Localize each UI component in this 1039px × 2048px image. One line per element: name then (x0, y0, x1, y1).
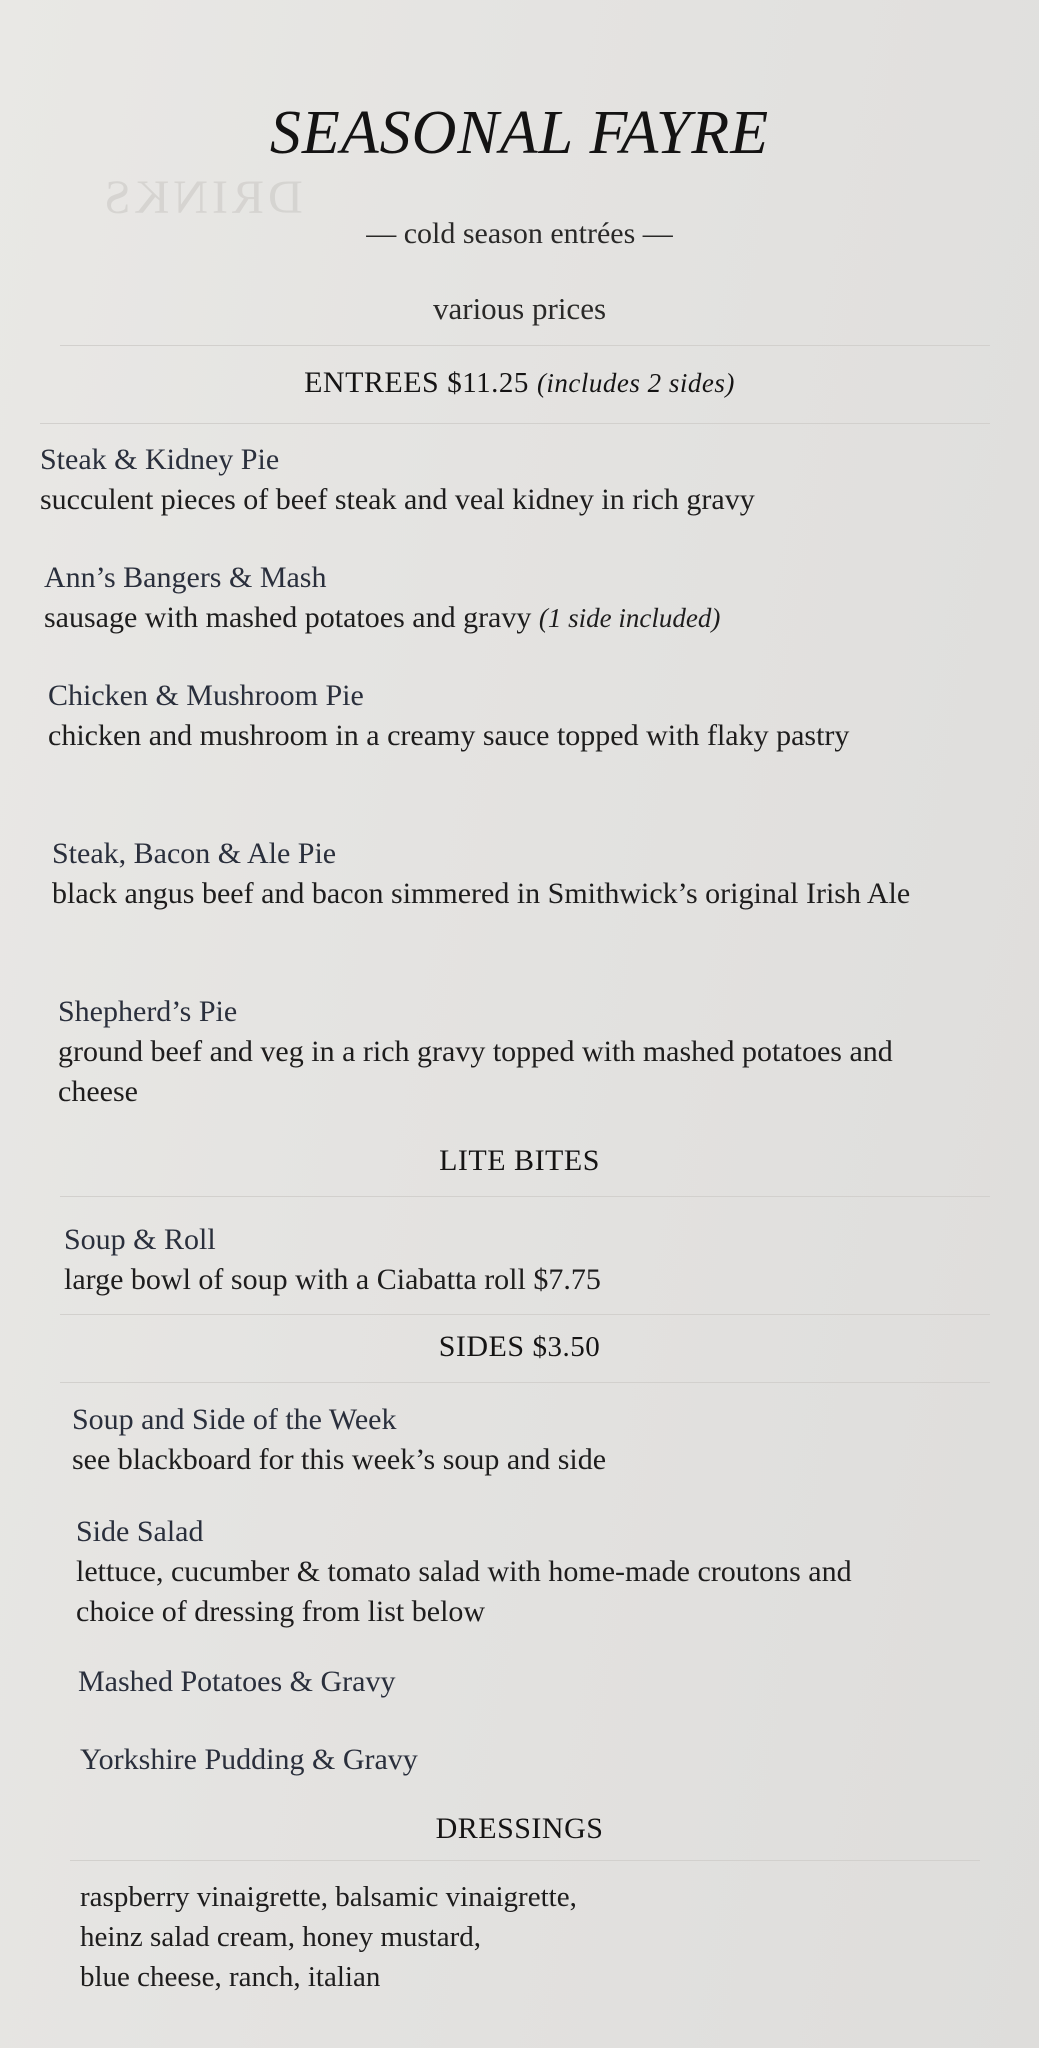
section-heading-sides (0, 1330, 1039, 1364)
divider (60, 1314, 990, 1315)
menu-item (78, 1662, 878, 1702)
item-name: Shepherd’s Pie (58, 995, 238, 1028)
menu-title: SEASONAL FAYRE (269, 99, 770, 167)
show-through-text-decoration: DRINKS (100, 171, 303, 224)
item-description: black angus beef and bacon simmered in Smithwick’s original Irish Ale (52, 877, 911, 910)
menu-item (44, 558, 994, 638)
item-name: Soup & Roll (64, 1223, 216, 1256)
section-label: SIDES (438, 1330, 525, 1363)
divider (60, 345, 990, 346)
menu-item (72, 1400, 972, 1480)
item-price: $7.75 (533, 1263, 601, 1296)
item-description: see blackboard for this week’s soup and side (72, 1443, 607, 1476)
section-note: (includes 2 sides) (536, 368, 735, 398)
item-note: (1 side included) (538, 603, 721, 633)
dressings-line: raspberry vinaigrette, balsamic vinaigrette, (80, 1881, 577, 1913)
item-name: Mashed Potatoes & Gravy (78, 1665, 396, 1698)
section-heading-lite-bites (0, 1144, 1039, 1178)
section-label: ENTREES (304, 366, 440, 399)
item-name: Soup and Side of the Week (72, 1403, 397, 1436)
item-description (64, 1260, 984, 1300)
menu-item (76, 1512, 876, 1632)
item-description: ground beef and veg in a rich gravy topped with mashed potatoes and cheese (58, 1035, 893, 1108)
dressings-list (80, 1877, 780, 1997)
item-description: chicken and mushroom in a creamy sauce topped with flaky pastry (48, 719, 850, 752)
prices-note: various prices (432, 291, 607, 326)
divider (40, 423, 990, 424)
menu-item (40, 440, 1000, 520)
divider (60, 1382, 990, 1383)
section-label: DRESSINGS (435, 1812, 604, 1845)
item-name: Ann’s Bangers & Mash (44, 561, 327, 594)
section-heading-dressings (0, 1812, 1039, 1846)
item-name: Yorkshire Pudding & Gravy (80, 1743, 418, 1776)
item-name: Side Salad (76, 1515, 204, 1548)
section-heading-entrees (0, 366, 1039, 400)
section-price: $11.25 (447, 367, 529, 399)
dressings-line: heinz salad cream, honey mustard, (80, 1921, 482, 1953)
menu-item (80, 1740, 880, 1780)
menu-item (52, 834, 922, 914)
item-description-text: large bowl of soup with a Ciabatta roll (64, 1263, 526, 1296)
item-name: Chicken & Mushroom Pie (48, 679, 364, 712)
item-description (44, 598, 994, 638)
item-name: Steak & Kidney Pie (40, 443, 280, 476)
section-price: $3.50 (532, 1331, 601, 1363)
item-name: Steak, Bacon & Ale Pie (52, 837, 337, 870)
menu-item (48, 676, 978, 756)
menu-subtitle: — cold season entrées — (366, 217, 673, 250)
dressings-line: blue cheese, ranch, italian (80, 1961, 381, 1993)
menu-item (64, 1220, 984, 1300)
divider (70, 1860, 980, 1861)
item-description-text: sausage with mashed potatoes and gravy (44, 601, 532, 634)
item-description: succulent pieces of beef steak and veal kidney in rich gravy (40, 483, 755, 516)
menu-item (58, 992, 938, 1112)
divider (60, 1196, 990, 1197)
section-label: LITE BITES (439, 1144, 600, 1177)
item-description: lettuce, cucumber & tomato salad with home-made croutons and choice of dressing from list below (76, 1555, 852, 1628)
